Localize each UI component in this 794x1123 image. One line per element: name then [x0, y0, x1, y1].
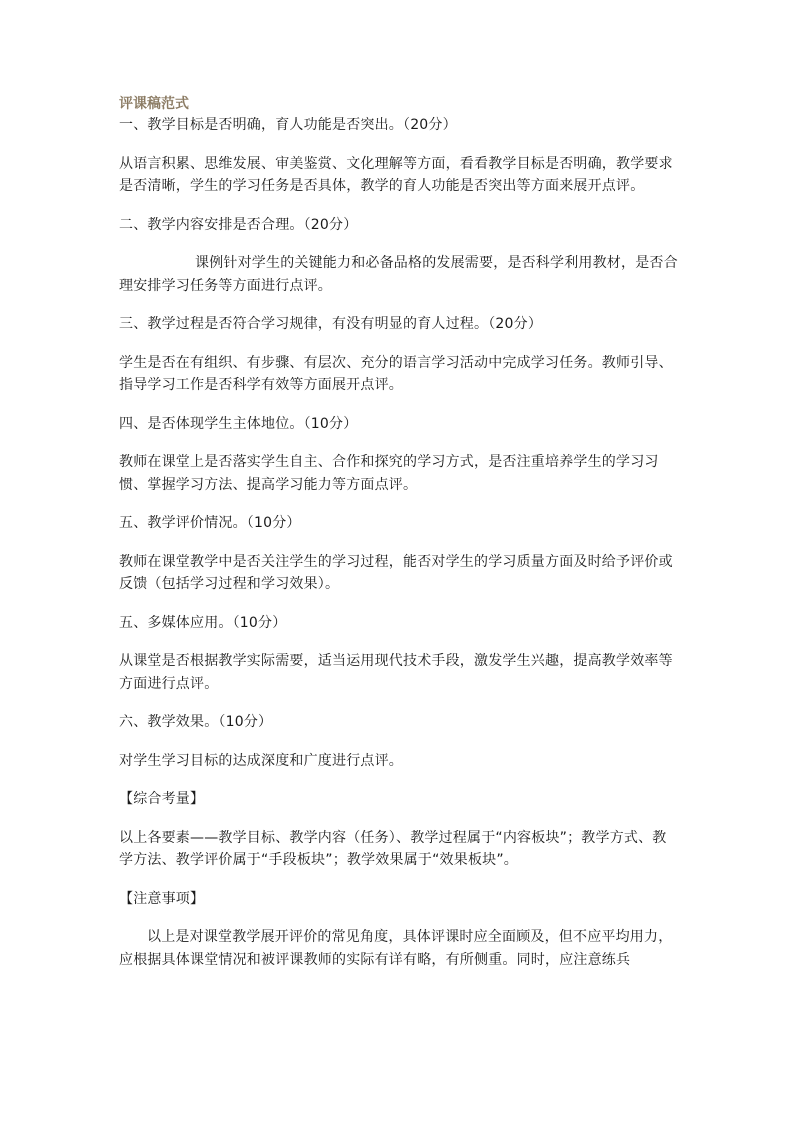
notes-body: 以上是对课堂教学展开评价的常见角度，具体评课时应全面顾及，但不应平均用力，应根据具体课堂情况和被评课教师的实际有详有略，有所侧重。同时，应注意练兵 — [119, 929, 673, 968]
section-1-body: 从语言积累、思维发展、审美鉴赏、文化理解等方面，看看教学目标是否明确，教学要求是否清晰，学生的学习任务是否具体，教学的育人功能是否突出等方面来展开点评。 — [119, 155, 673, 194]
section-4-heading: 四、是否体现学生主体地位。（10分） — [119, 415, 358, 432]
summary-heading: 【综合考量】 — [119, 791, 205, 807]
document-page — [119, 94, 679, 971]
summary-body: 以上各要素——教学目标、教学内容（任务）、教学过程属于“内容板块”；教学方式、教学方法、教学评价属于“手段板块”；教学效果属于“效果板块”。 — [119, 829, 667, 868]
document-title: 评课稿范式 — [119, 96, 189, 112]
section-5-body: 教师在课堂教学中是否关注学生的学习过程，能否对学生的学习质量方面及时给予评价或反馈（包括学习过程和学习效果）。 — [119, 553, 673, 592]
section-2-heading: 二、教学内容安排是否合理。（20分） — [119, 216, 358, 233]
section-6-heading: 五、多媒体应用。（10分） — [119, 614, 287, 631]
section-7-heading: 六、教学效果。（10分） — [119, 714, 273, 730]
section-3-body: 学生是否在有组织、有步骤、有层次、充分的语言学习活动中完成学习任务。教师引导、指导学习工作是否科学有效等方面展开点评。 — [119, 354, 673, 393]
section-1-heading: 一、教学目标是否明确，育人功能是否突出。（20分） — [119, 117, 457, 133]
section-6-body: 从课堂是否根据教学实际需要，适当运用现代技术手段，激发学生兴趣，提高教学效率等方面进行点评。 — [119, 653, 673, 692]
section-5-heading: 五、教学评价情况。（10分） — [119, 515, 301, 531]
section-7-body: 对学生学习目标的达成深度和广度进行点评。 — [119, 752, 403, 769]
section-2-body: 课例针对学生的关键能力和必备品格的发展需要，是否科学利用教材，是否合理安排学习任务等方面进行点评。 — [119, 255, 678, 294]
section-3-heading: 三、教学过程是否符合学习规律，有没有明显的育人过程。（20分） — [119, 316, 543, 332]
section-4-body: 教师在课堂上是否落实学生自主、合作和探究的学习方式，是否注重培养学生的学习习惯、掌握学习方法、提高学习能力等方面点评。 — [119, 454, 659, 493]
notes-heading: 【注意事项】 — [119, 890, 205, 907]
